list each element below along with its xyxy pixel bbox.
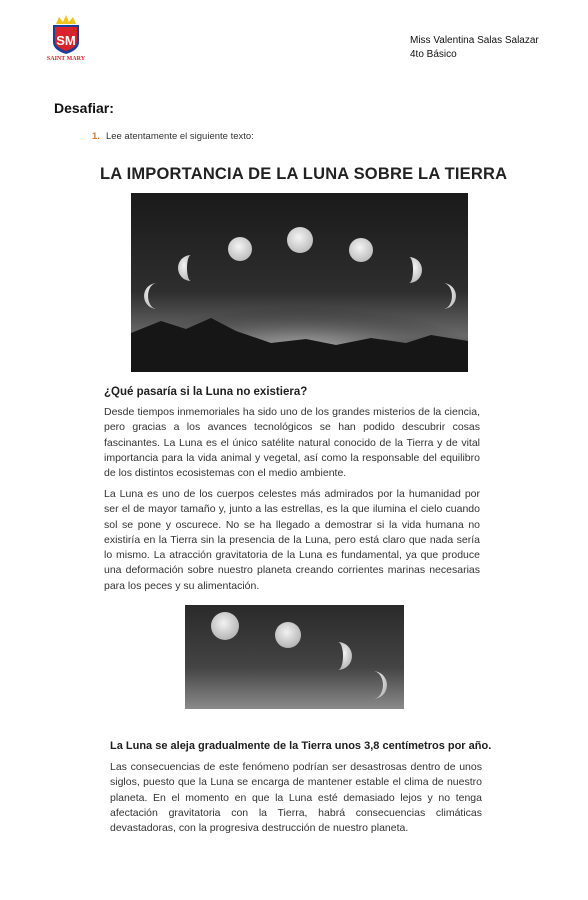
- instruction-number: 1.: [92, 131, 100, 142]
- school-logo: [42, 14, 90, 64]
- teacher-info: [410, 34, 539, 62]
- teacher-name: Miss Valentina Salas Salazar: [410, 35, 539, 46]
- moon-phases-arc-image: [131, 193, 468, 372]
- article-subtitle: La Luna se aleja gradualmente de la Tierra unos 3,8 centímetros por año.: [110, 740, 492, 752]
- paragraph-2: La Luna es uno de los cuerpos celestes más admirados por la humanidad por ser el de mayor tamaño y, junto a las estrellas, es la que ilumina el cielo cuando sol se pone y oscurece. No se ha llegado a demostrar si la vida humana no existiría en la Tierra sin la presencia de la Luna, pero está claro que nada sería lo mismo. La atracción gravitatoria de la Luna es fundamental, ya que produce una deformación sobre nuestro planeta creando corrientes marinas necesarias para los peces y su alimentación.: [104, 488, 480, 592]
- moon-phases-diagonal-image: [185, 605, 404, 709]
- section-title: Desafiar:: [54, 100, 114, 116]
- paragraph-1: Desde tiempos inmemoriales ha sido uno de los grandes misterios de la ciencia, pero gracias a los avances tecnológicos se han podido descubrir cosas fascinantes. La Luna es el único satélite natural conocido de la Tierra y de vital importancia para la vida animal y vegetal, así como la responsable del equilibro de los distintos ecosistemas con el medio ambiente.: [104, 406, 480, 480]
- article-title: LA IMPORTANCIA DE LA LUNA SOBRE LA TIERRA: [100, 165, 508, 183]
- crown-icon: [56, 15, 76, 24]
- grade-label: 4to Básico: [410, 49, 457, 60]
- svg-text:SM: SM: [56, 33, 76, 48]
- article-question: ¿Qué pasaría si la Luna no existiera?: [104, 386, 308, 398]
- instruction: [92, 131, 254, 142]
- paragraph-3: Las consecuencias de este fenómeno podrían ser desastrosas dentro de unos siglos, puesto que la Luna se encarga de mantener estable el clima de nuestro planeta. En el momento en que la Luna esté demasiado lejos y no tenga afectación gravitatoria con la Tierra, habrá consecuencias climáticas devastadoras, con la progresiva destrucción de nuestro planeta.: [110, 761, 482, 835]
- logo-text: SAINT MARY: [46, 56, 86, 62]
- instruction-text: Lee atentamente el siguiente texto:: [105, 131, 254, 142]
